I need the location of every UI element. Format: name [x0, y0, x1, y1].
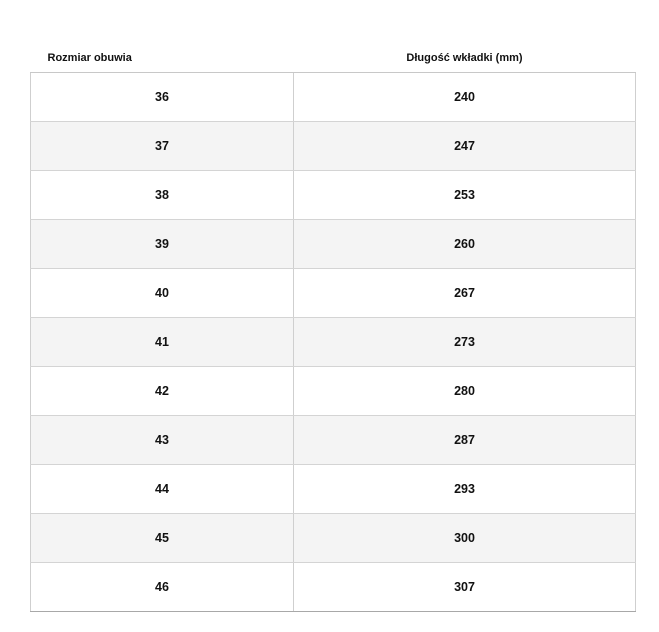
table-header — [31, 44, 636, 73]
cell-shoe-size: 45 — [31, 514, 294, 563]
cell-insole-length: 247 — [294, 122, 636, 171]
cell-insole-length: 287 — [294, 416, 636, 465]
cell-insole-length: 273 — [294, 318, 636, 367]
cell-shoe-size: 42 — [31, 367, 294, 416]
table-row — [31, 269, 636, 318]
header-shoe-size: Rozmiar obuwia — [31, 44, 294, 73]
cell-shoe-size: 43 — [31, 416, 294, 465]
cell-insole-length: 267 — [294, 269, 636, 318]
cell-shoe-size: 44 — [31, 465, 294, 514]
cell-shoe-size: 46 — [31, 563, 294, 612]
table-row — [31, 122, 636, 171]
table-row — [31, 465, 636, 514]
table-row — [31, 171, 636, 220]
cell-shoe-size: 39 — [31, 220, 294, 269]
table-row — [31, 73, 636, 122]
cell-shoe-size: 38 — [31, 171, 294, 220]
cell-insole-length: 240 — [294, 73, 636, 122]
cell-insole-length: 307 — [294, 563, 636, 612]
header-row — [31, 44, 636, 73]
cell-insole-length: 280 — [294, 367, 636, 416]
cell-shoe-size: 41 — [31, 318, 294, 367]
header-insole-length: Długość wkładki (mm) — [294, 44, 636, 73]
cell-insole-length: 253 — [294, 171, 636, 220]
table-row — [31, 318, 636, 367]
cell-shoe-size: 37 — [31, 122, 294, 171]
cell-shoe-size: 36 — [31, 73, 294, 122]
table-row — [31, 514, 636, 563]
cell-insole-length: 293 — [294, 465, 636, 514]
cell-shoe-size: 40 — [31, 269, 294, 318]
table-row — [31, 367, 636, 416]
table-row — [31, 220, 636, 269]
table-row — [31, 416, 636, 465]
size-chart-table — [30, 44, 636, 612]
cell-insole-length: 300 — [294, 514, 636, 563]
table-body — [31, 73, 636, 612]
cell-insole-length: 260 — [294, 220, 636, 269]
table-row — [31, 563, 636, 612]
